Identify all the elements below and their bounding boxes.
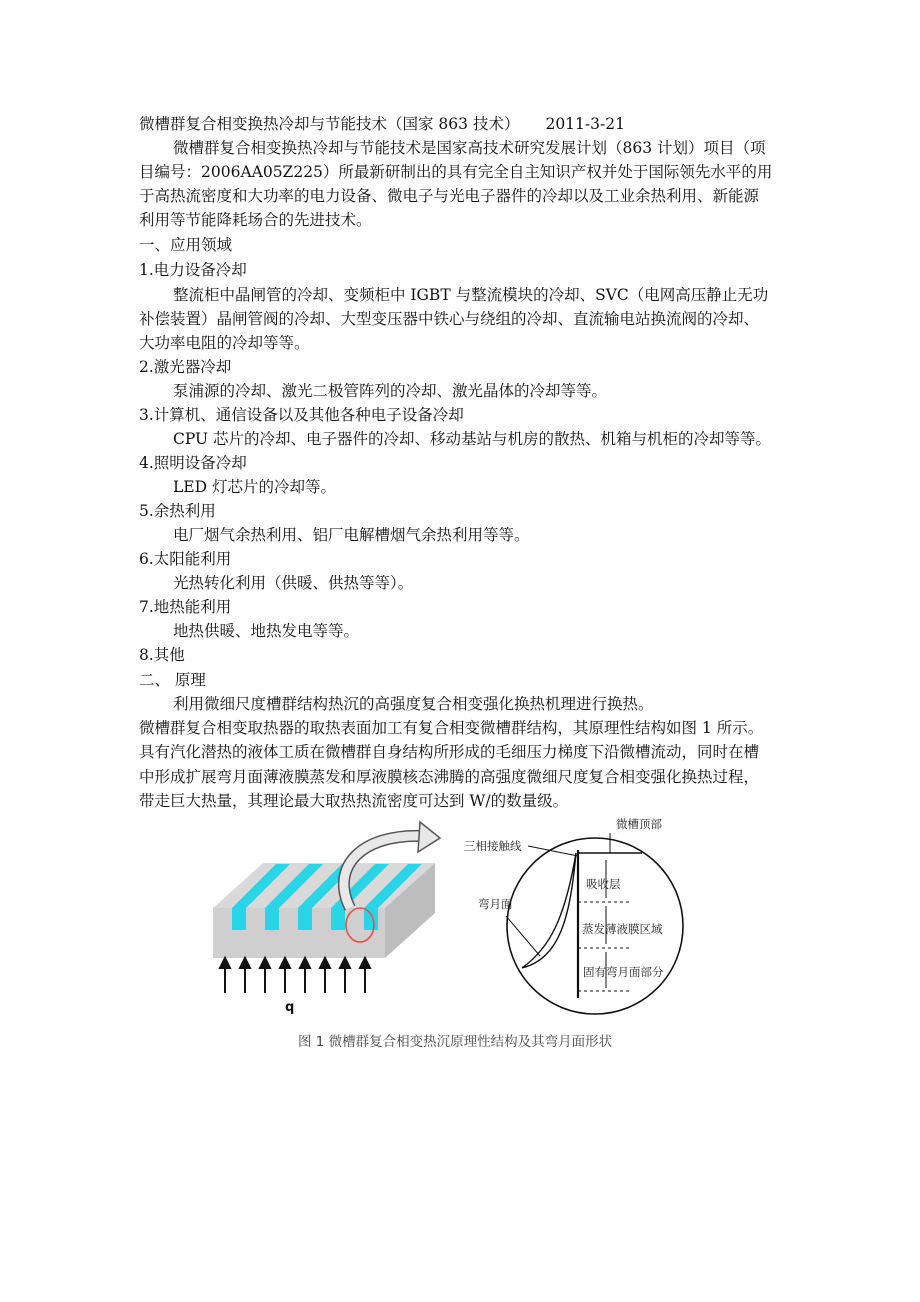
item-body: 电厂烟气余热利用、铝厂电解槽烟气余热利用等等。 <box>173 526 530 544</box>
intro-line: 微槽群复合相变换热冷却与节能技术是国家高技术研究发展计划（863 计划）项目（项 <box>173 139 766 157</box>
groove-front <box>232 908 246 930</box>
label-absorb: 吸收层 <box>586 877 621 891</box>
figure-caption: 图 1 微槽群复合相变热沉原理性结构及其弯月面形状 <box>298 1034 613 1050</box>
doc-title: 微槽群复合相变换热冷却与节能技术（国家 863 技术） <box>139 115 520 133</box>
item-body: 泵浦源的冷却、激光二极管阵列的冷却、激光晶体的冷却等等。 <box>173 382 608 400</box>
groove-front <box>265 908 279 930</box>
contact-leader <box>528 846 578 856</box>
principle-line: 微槽群复合相变取热器的取热表面加工有复合相变微槽群结构，其原理性结构如图 1 所示。 <box>139 719 764 737</box>
arrow-head <box>418 822 440 852</box>
groove-front <box>298 908 312 930</box>
item-heading: 8.其他 <box>139 646 185 664</box>
intro-line: 利用等节能降耗场合的先进技术。 <box>139 211 372 229</box>
label-meniscus: 弯月面 <box>478 897 513 911</box>
item-body: LED 灯芯片的冷却等。 <box>173 478 336 496</box>
label-contact: 三相接触线 <box>464 839 522 853</box>
item-body: 补偿装置）晶闸管阀的冷却、大型变压器中铁心与绕组的冷却、直流输电站换流阀的冷却、 <box>139 310 760 328</box>
item-body: 光热转化利用（供暖、供热等等）。 <box>173 574 414 592</box>
item-heading: 3.计算机、通信设备以及其他各种电子设备冷却 <box>139 406 464 424</box>
item-heading: 6.太阳能利用 <box>139 550 232 568</box>
section-heading: 一、应用领域 <box>139 236 233 254</box>
label-evap: 蒸发薄液膜区域 <box>582 922 663 936</box>
meniscus-curve <box>522 853 576 968</box>
principle-line: 具有汽化潜热的液体工质在微槽群自身结构所形成的毛细压力梯度下沿微槽流动，同时在槽 <box>139 743 760 761</box>
item-heading: 7.地热能利用 <box>139 598 232 616</box>
label-top: 微槽顶部 <box>616 817 662 831</box>
principle-line: 利用微细尺度槽群结构热沉的高强度复合相变强化换热机理进行换热。 <box>173 695 654 713</box>
label-intrinsic: 固有弯月面部分 <box>583 965 664 979</box>
groove-front <box>364 908 378 930</box>
item-body: 地热供暖、地热发电等等。 <box>173 622 360 640</box>
microgroove-block <box>213 822 440 1015</box>
item-heading: 5.余热利用 <box>139 502 216 520</box>
heat-label: q <box>285 1000 295 1015</box>
item-heading: 1.电力设备冷却 <box>139 261 247 279</box>
figure-diagram <box>210 808 710 1018</box>
heat-flux-arrows <box>220 958 370 993</box>
section-heading: 二、 原理 <box>139 671 206 689</box>
intro-line: 于高热流密度和大功率的电力设备、微电子与光电子器件的冷却以及工业余热利用、新能源 <box>139 187 760 205</box>
principle-line: 带走巨大热量，其理论最大取热热流密度可达到 W/的数量级。 <box>139 792 569 810</box>
item-body: 大功率电阻的冷却等等。 <box>139 334 310 352</box>
item-body: CPU 芯片的冷却、电子器件的冷却、移动基站与机房的散热、机箱与机柜的冷却等等。 <box>173 430 772 448</box>
doc-date: 2011-3-21 <box>545 115 625 133</box>
meniscus-detail <box>464 817 683 1014</box>
principle-line: 中形成扩展弯月面薄液膜蒸发和厚液膜核态沸腾的高强度微细尺度复合相变强化换热过程， <box>139 768 760 786</box>
intro-line: 目编号：2006AA05Z225）所最新研制出的具有完全自主知识产权并处于国际领先水平的用 <box>139 163 773 181</box>
title-line <box>139 112 625 136</box>
item-heading: 4.照明设备冷却 <box>139 454 247 472</box>
item-heading: 2.激光器冷却 <box>139 358 232 376</box>
item-body: 整流柜中晶闸管的冷却、变频柜中 IGBT 与整流模块的冷却、SVC（电网高压静止无功 <box>173 286 769 304</box>
groove-front <box>331 908 345 930</box>
